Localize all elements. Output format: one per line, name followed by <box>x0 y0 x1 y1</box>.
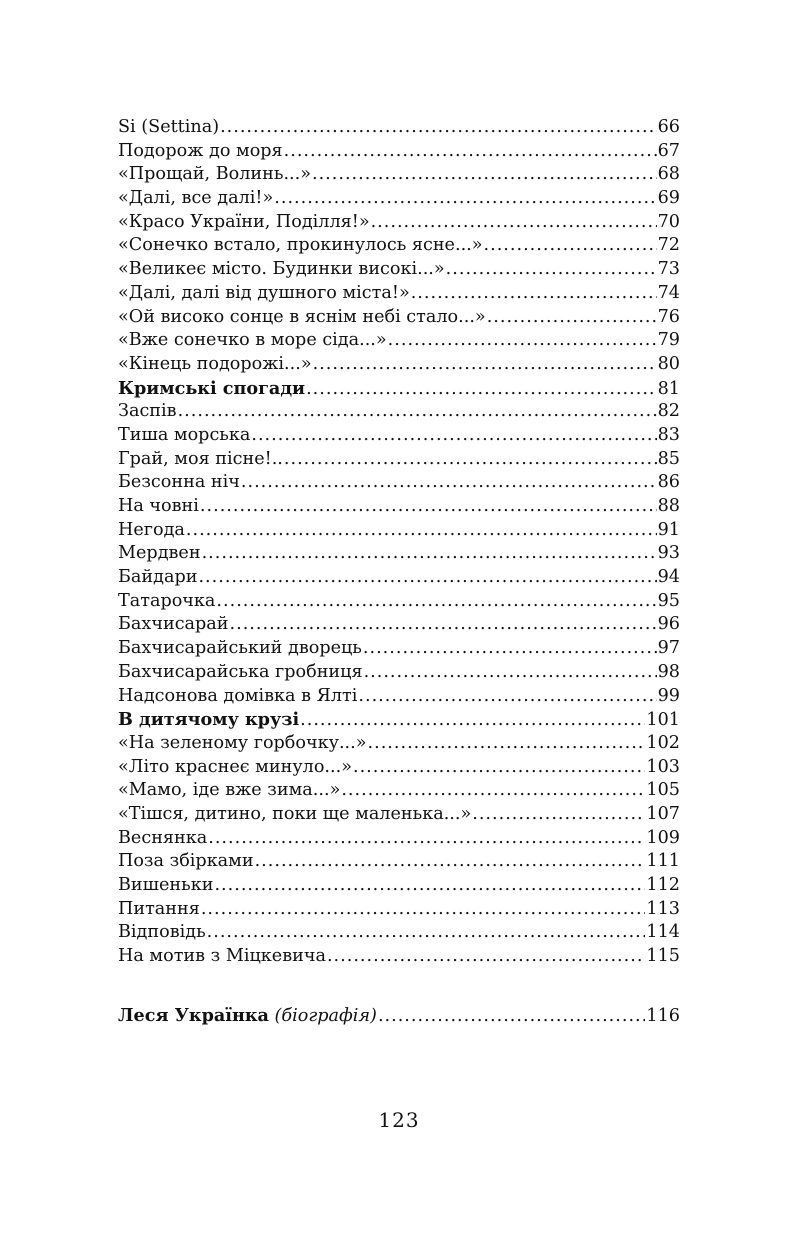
toc-entry-page: 83 <box>657 424 680 445</box>
section-gap <box>118 969 680 1004</box>
toc-entry <box>118 779 680 803</box>
toc-entry-title: Заспів <box>118 401 177 422</box>
toc-entry-page: 101 <box>646 710 680 731</box>
dot-leader <box>198 566 656 590</box>
toc-entry-page: 85 <box>657 448 680 469</box>
toc-entry-title: Веснянка <box>118 827 208 848</box>
dot-leader <box>312 163 657 187</box>
toc-entry <box>118 495 680 519</box>
dot-leader <box>484 234 657 258</box>
toc-entry <box>118 234 680 258</box>
toc-entry <box>118 803 680 827</box>
toc-entry-page: 72 <box>657 235 680 256</box>
toc-entry-page: 109 <box>646 827 680 848</box>
toc-entry-page: 79 <box>657 330 680 351</box>
toc-entry-title: Si (Settina) <box>118 117 220 137</box>
toc-entry-title: На човні <box>118 496 199 516</box>
toc-entry <box>118 329 680 353</box>
toc-entry-title: В дитячому крузі <box>118 709 300 731</box>
toc-entry-title-italic: (біографія) <box>274 1005 377 1026</box>
toc-entry-page: 80 <box>657 353 680 374</box>
toc-entry <box>118 732 680 756</box>
toc-entry-page: 94 <box>657 567 680 588</box>
dot-leader <box>202 542 657 566</box>
toc-entry-title: Надсонова домівка в Ялті <box>118 685 358 706</box>
toc-entry <box>118 613 680 637</box>
toc-entry <box>118 542 680 566</box>
toc-entry-page: 115 <box>646 946 680 967</box>
toc-entry-page: 102 <box>646 732 680 753</box>
toc-entries <box>118 116 680 969</box>
dot-leader <box>378 1005 645 1029</box>
toc-entry-title: Байдари <box>118 567 198 588</box>
toc-entry <box>118 353 680 377</box>
dot-leader <box>251 424 656 448</box>
dot-leader <box>300 709 645 733</box>
toc-entry <box>118 661 680 685</box>
toc-entry-title: «Великеє місто. Будинки високі...» <box>118 259 445 280</box>
dot-leader <box>230 613 657 637</box>
toc-entry <box>118 756 680 780</box>
dot-leader <box>274 187 656 211</box>
dot-leader <box>313 353 657 377</box>
toc-entry <box>118 282 680 306</box>
dot-leader <box>255 850 646 874</box>
dot-leader <box>208 827 645 851</box>
toc-entry-title-bold: Леся Українка <box>118 1004 269 1026</box>
toc-entry-biography <box>118 1004 680 1028</box>
toc-entry <box>118 921 680 945</box>
toc-entry <box>118 140 680 164</box>
dot-leader <box>178 400 657 424</box>
toc-entry-title: Питання <box>118 898 200 919</box>
toc-entry-title: «Кінець подорожі...» <box>118 353 312 374</box>
toc-entry-page: 113 <box>646 898 680 919</box>
dot-leader <box>363 637 657 661</box>
table-of-contents <box>118 116 680 1027</box>
toc-entry <box>118 898 680 922</box>
dot-leader <box>446 258 657 282</box>
toc-entry-title: Бахчисарайський дворець <box>118 638 362 659</box>
toc-entry-page: 105 <box>646 780 680 801</box>
toc-entry-title: Відповідь <box>118 922 206 943</box>
toc-entry-page: 112 <box>646 875 680 895</box>
dot-leader <box>472 803 645 827</box>
toc-entry-title: «Красо України, Поділля!» <box>118 211 370 232</box>
toc-entry-page: 116 <box>646 1005 680 1026</box>
dot-leader <box>358 685 656 709</box>
toc-entry-page: 114 <box>646 922 680 943</box>
toc-entry-title: Кримські спогади <box>118 377 306 399</box>
toc-entry-title: Бахчисарайська гробниця <box>118 661 363 682</box>
toc-entry <box>118 448 680 472</box>
dot-leader <box>241 471 657 495</box>
toc-entry <box>118 945 680 969</box>
toc-entry-title: «Далі, все далі!» <box>118 188 274 209</box>
dot-leader <box>371 211 657 235</box>
toc-entry-title: Тиша морська <box>118 424 251 445</box>
toc-entry-page: 66 <box>657 117 680 137</box>
toc-entry-page: 81 <box>657 378 680 399</box>
toc-entry-page: 76 <box>657 306 680 327</box>
toc-entry <box>118 211 680 235</box>
toc-entry-title: На мотив з Міцкевича <box>118 946 326 967</box>
toc-section-heading <box>118 377 680 401</box>
dot-leader <box>487 306 657 330</box>
toc-entry-page: 86 <box>657 472 680 493</box>
toc-entry-title: «Вже сонечко в море сіда...» <box>118 330 387 351</box>
toc-entry-title: Бахчисарай <box>118 614 229 635</box>
toc-entry-page: 107 <box>646 803 680 824</box>
dot-leader <box>284 448 657 472</box>
toc-entry-page: 73 <box>657 259 680 280</box>
toc-entry-title: Поза збірками <box>118 851 254 872</box>
toc-entry <box>118 306 680 330</box>
dot-leader <box>207 921 646 945</box>
dot-leader <box>220 116 657 140</box>
toc-entry-page: 93 <box>657 543 680 564</box>
dot-leader <box>368 732 646 756</box>
dot-leader <box>306 378 657 402</box>
toc-entry-page: 67 <box>657 140 680 161</box>
toc-entry-page: 91 <box>657 519 680 540</box>
toc-entry-title: Татарочка <box>118 590 216 611</box>
toc-entry-page: 68 <box>657 164 680 185</box>
toc-entry-title: Вишеньки <box>118 875 214 895</box>
toc-entry-title: «Тішся, дитино, поки ще маленька...» <box>118 803 472 824</box>
toc-entry-page: 74 <box>657 282 680 303</box>
toc-entry-page: 88 <box>657 496 680 516</box>
dot-leader <box>216 590 656 614</box>
page-number: 123 <box>378 1108 420 1132</box>
toc-entry-title: «Мамо, іде вже зима...» <box>118 780 341 801</box>
toc-section-heading <box>118 708 680 732</box>
toc-entry-page: 98 <box>657 661 680 682</box>
toc-entry-title: «Далі, далі від душного міста!» <box>118 282 410 303</box>
dot-leader <box>353 756 645 780</box>
toc-entry-title: Негода <box>118 519 185 540</box>
toc-entry-title: «Ой високо сонце в яснім небі стало...» <box>118 306 486 327</box>
toc-entry-title: Безсонна ніч <box>118 472 240 493</box>
toc-entry <box>118 874 680 898</box>
toc-entry <box>118 519 680 543</box>
dot-leader <box>364 661 657 685</box>
dot-leader <box>186 519 657 543</box>
toc-entry-title: «На зеленому горбочку...» <box>118 732 367 753</box>
toc-entry-title: Грай, моя пісне!.. <box>118 448 283 469</box>
toc-entry <box>118 258 680 282</box>
toc-entry-title: «Літо краснеє минуло...» <box>118 756 352 777</box>
toc-entry-title <box>118 1004 377 1029</box>
dot-leader <box>341 779 645 803</box>
dot-leader <box>284 140 657 164</box>
toc-entry-title: «Прощай, Волинь...» <box>118 164 311 185</box>
toc-entry <box>118 424 680 448</box>
toc-entry <box>118 163 680 187</box>
toc-entry-page: 99 <box>657 685 680 706</box>
toc-entry <box>118 566 680 590</box>
dot-leader <box>388 329 657 353</box>
toc-entry <box>118 637 680 661</box>
toc-entry-page: 82 <box>657 401 680 422</box>
toc-entry-page: 96 <box>657 614 680 635</box>
toc-entry <box>118 590 680 614</box>
toc-entry-title: Подорож до моря <box>118 140 283 161</box>
toc-entry <box>118 850 680 874</box>
toc-entry <box>118 471 680 495</box>
toc-entry <box>118 187 680 211</box>
dot-leader <box>214 874 645 898</box>
dot-leader <box>201 898 646 922</box>
toc-entry-title: «Сонечко встало, прокинулось ясне...» <box>118 235 483 256</box>
toc-entry-page: 70 <box>657 211 680 232</box>
toc-entry-page: 97 <box>657 638 680 659</box>
dot-leader <box>200 495 657 519</box>
toc-entry-page: 103 <box>646 756 680 777</box>
toc-entry <box>118 400 680 424</box>
toc-entry-page: 69 <box>657 188 680 209</box>
toc-entry-title: Мердвен <box>118 543 201 564</box>
dot-leader <box>327 945 645 969</box>
toc-entry <box>118 116 680 140</box>
toc-entry-page: 111 <box>646 851 680 872</box>
toc-entry <box>118 827 680 851</box>
toc-entry-page: 95 <box>657 590 680 611</box>
dot-leader <box>411 282 657 306</box>
toc-entry <box>118 685 680 709</box>
